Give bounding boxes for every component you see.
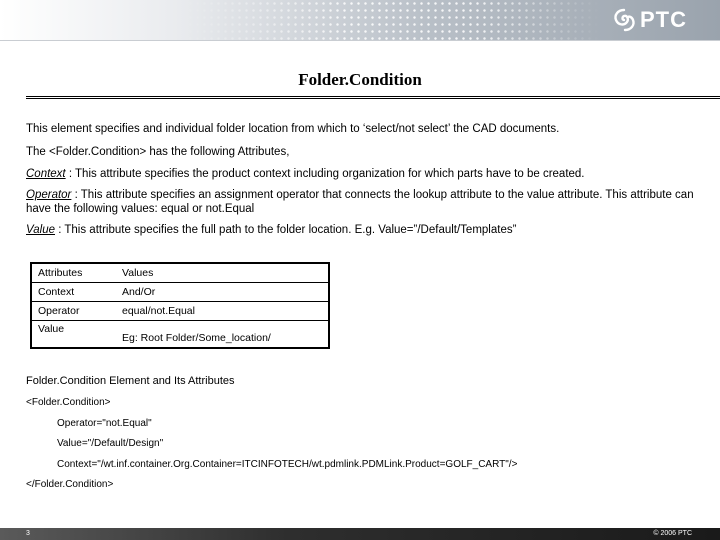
ptc-swirl-icon [612, 8, 636, 32]
example-operator-line: Operator="not.Equal" [57, 418, 152, 429]
example-context-line: Context="/wt.inf.container.Org.Container=ITCINFOTECH/wt.pdmlink.PDMLink.Product=GOLF_CART"/> [57, 459, 518, 470]
footer-band [0, 528, 720, 540]
table-cell: Value [31, 320, 116, 348]
example-value-line: Value="/Default/Design" [57, 438, 164, 449]
copyright-text: © 2006 PTC [653, 530, 692, 537]
table-row [31, 320, 329, 348]
ptc-logo-text: PTC [640, 7, 687, 32]
header-band [0, 0, 720, 40]
table-cell: Eg: Root Folder/Some_location/ [116, 320, 329, 348]
operator-description [26, 188, 706, 216]
context-term: Context [26, 168, 66, 180]
header-divider [0, 40, 720, 41]
title-rule [26, 96, 720, 99]
table-cell: Values [116, 263, 329, 282]
table-cell: equal/not.Equal [116, 301, 329, 320]
context-description [26, 167, 706, 181]
table-row [31, 282, 329, 301]
table-cell: Operator [31, 301, 116, 320]
value-description [26, 223, 706, 237]
table-cell: Context [31, 282, 116, 301]
table-row [31, 301, 329, 320]
operator-term: Operator [26, 189, 72, 201]
intro-paragraph: This element specifies and individual folder location from which to ‘select/not select’ the CAD documents. [26, 123, 560, 135]
value-text: : This attribute specifies the full path to the folder location. E.g. Value=”/Default/Templates” [55, 224, 517, 236]
page-title: Folder.Condition [298, 70, 422, 89]
example-close-tag: </Folder.Condition> [26, 479, 114, 490]
example-heading: Folder.Condition Element and Its Attributes [26, 375, 235, 387]
attributes-intro: The <Folder.Condition> has the following Attributes, [26, 146, 290, 158]
operator-text: : This attribute specifies an assignment operator that connects the lookup attribute to the value attribute. This attribute can have the following values: equal or not.Equal [26, 189, 694, 215]
table-row [31, 263, 329, 282]
table-cell: And/Or [116, 282, 329, 301]
ptc-logo [612, 6, 687, 34]
context-text: : This attribute specifies the product context including organization for which parts have to be created. [65, 168, 585, 180]
header-dot-pattern [180, 0, 600, 40]
example-open-tag: <Folder.Condition> [26, 397, 111, 408]
attributes-table [30, 262, 330, 349]
value-term: Value [26, 224, 55, 236]
table-cell: Attributes [31, 263, 116, 282]
page-number: 3 [26, 530, 30, 537]
